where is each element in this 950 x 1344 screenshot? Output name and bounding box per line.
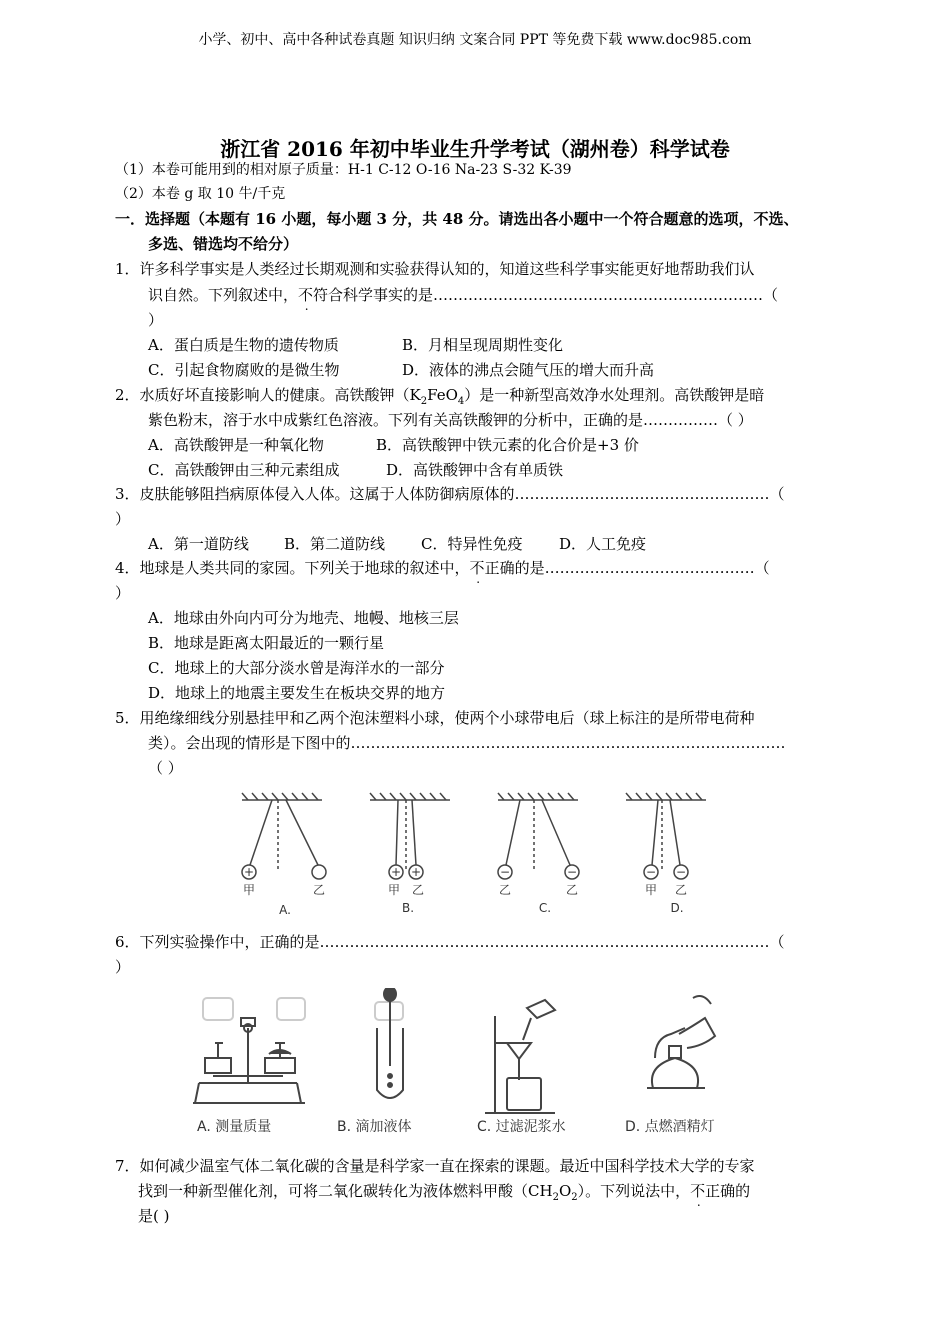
q5-bracket: （ ） (148, 759, 183, 777)
q1-line2: 识自然。下列叙述中，不符合科学事实的是…………………………………………………………（ (148, 286, 779, 304)
q2-option-c: C．高铁酸钾由三种元素组成 (148, 461, 340, 479)
name-a-right: 乙 (312, 883, 326, 897)
figure-d (626, 793, 706, 879)
q1-line1: 1．许多科学事实是人类经过长期观测和实验获得认知的，知道这些科学事实能更好地帮助我们认 (115, 260, 755, 278)
q7-bracket: 是( ) (138, 1207, 170, 1225)
charge-d-right: − (675, 865, 687, 879)
q4-option-a: A．地球由外向内可分为地壳、地幔、地核三层 (148, 609, 459, 627)
q6-line1: 6．下列实验操作中，正确的是………………………………………………………………………………（ (115, 933, 785, 951)
label-c: C. (538, 901, 552, 915)
caption-a: A. 测量质量 (197, 1119, 272, 1135)
q1-option-d: D．液体的沸点会随气压的增大而升高 (402, 361, 655, 379)
label-b: B. (401, 901, 415, 915)
emphasis-not: 不 (298, 286, 314, 304)
caption-b: B. 滴加液体 (337, 1119, 412, 1135)
pendulum-figure (230, 790, 730, 920)
label-a: A. (279, 903, 291, 917)
label-d: D. (670, 901, 684, 915)
q3-line1: 3．皮肤能够阻挡病原体侵入人体。这属于人体防御病原体的……………………………………………（ (115, 485, 785, 503)
q3-option-c: C．特异性免疫 (421, 535, 523, 553)
filtration-icon (485, 1000, 555, 1113)
section-heading-cont: 多选、错选均不给分） (148, 235, 299, 253)
q3-option-a: A．第一道防线 (148, 535, 249, 553)
q2-option-b: B．高铁酸钾中铁元素的化合价是+3 价 (376, 436, 639, 454)
q1-option-a: A．蛋白质是生物的遗传物质 (148, 336, 339, 354)
q6-bracket: ） (115, 958, 131, 976)
q7-line1: 7．如何减少温室气体二氧化碳的含量是科学家一直在探索的课题。最近中国科学技术大学的专家 (115, 1157, 755, 1175)
section-heading: 一．选择题（本题有 16 小题，每小题 3 分，共 48 分。请选出各小题中一个符合题意的选项，不选、 (115, 210, 799, 228)
balance-icon (193, 998, 305, 1103)
q5-line1: 5．用绝缘细线分别悬挂甲和乙两个泡沫塑料小球，使两个小球带电后（球上标注的是所带电荷种 (115, 709, 755, 727)
charge-c-right: − (566, 865, 578, 879)
emphasis-not: 不 (469, 559, 485, 577)
q1-option-c: C．引起食物腐败的是微生物 (148, 361, 340, 379)
name-d-left: 甲 (644, 883, 658, 897)
lab-operations-figure (185, 988, 745, 1138)
note-2: （2）本卷 g 取 10 牛/千克 (115, 186, 286, 202)
page-title: 浙江省 2016 年初中毕业生升学考试（湖州卷）科学试卷 (220, 137, 730, 161)
q7-line2: 找到一种新型催化剂，可将二氧化碳转化为液体燃料甲酸$(CH_2O_2)$。下列说法中，不正确的 (138, 1182, 751, 1203)
q3-option-b: B．第二道防线 (284, 535, 386, 553)
name-c-left: 乙 (498, 883, 512, 897)
name-d-right: 乙 (674, 883, 688, 897)
q4-line1: 4．地球是人类共同的家园。下列关于地球的叙述中，不正确的是……………………………………（ (115, 559, 770, 577)
q3-option-d: D．人工免疫 (559, 535, 647, 553)
caption-c: C. 过滤泥浆水 (477, 1119, 566, 1135)
charge-b-right: + (410, 865, 422, 879)
caption-d: D. 点燃酒精灯 (625, 1119, 715, 1135)
q4-bracket: ） (115, 584, 131, 602)
charge-c-left: − (499, 865, 511, 879)
q1-option-b: B．月相呈现周期性变化 (402, 336, 564, 354)
dropper-tube-icon (375, 988, 403, 1098)
q4-option-b: B．地球是距离太阳最近的一颗行星 (148, 634, 385, 652)
charge-a-left: + (243, 865, 255, 879)
alcohol-lamp-icon (647, 996, 715, 1088)
q2-line1: 2．水质好坏直接影响人的健康。高铁酸钾$(K_2FeO_4)$是一种新型高效净水处理剂。高铁酸钾是暗 (115, 386, 765, 407)
charge-b-left: + (390, 865, 402, 879)
name-b-left: 甲 (387, 883, 401, 897)
charge-d-left: − (645, 865, 657, 879)
name-c-right: 乙 (565, 883, 579, 897)
note-1: （1）本卷可能用到的相对原子质量：H-1 C-12 O-16 Na-23 S-32 K-39 (115, 162, 572, 178)
q4-option-d: D．地球上的地震主要发生在板块交界的地方 (148, 684, 446, 702)
q1-bracket: ） (148, 311, 164, 329)
q2-option-a: A．高铁酸钾是一种氧化物 (148, 436, 324, 454)
figure-a (242, 793, 326, 879)
q2-line2: 紫色粉末，溶于水中成紫红色溶液。下列有关高铁酸钾的分析中，正确的是……………（ ） (148, 411, 753, 429)
name-b-right: 乙 (411, 883, 425, 897)
q4-option-c: C．地球上的大部分淡水曾是海洋水的一部分 (148, 659, 445, 677)
q5-line2: 类）。会出现的情形是下图中的…………………………………………………………………………… (148, 734, 786, 752)
q2-option-d: D．高铁酸钾中含有单质铁 (386, 461, 564, 479)
q3-bracket: ） (115, 510, 131, 528)
page-header: 小学、初中、高中各种试卷真题 知识归纳 文案合同 PPT 等免费下载 www.doc985.com (198, 32, 752, 48)
name-a-left: 甲 (242, 883, 256, 897)
emphasis-not: 不 (690, 1182, 706, 1200)
